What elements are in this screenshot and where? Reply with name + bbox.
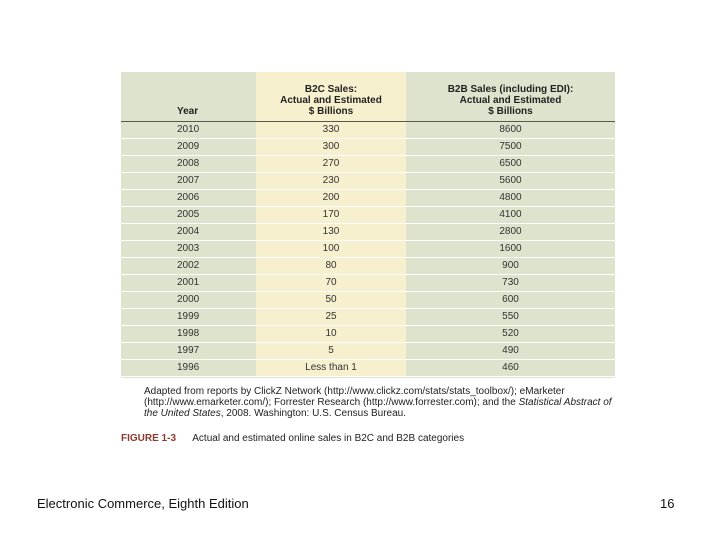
cell-b2c: 70 bbox=[256, 275, 406, 292]
cell-b2c: 270 bbox=[256, 156, 406, 173]
cell-year: 2008 bbox=[121, 156, 256, 173]
cell-b2b: 5600 bbox=[406, 173, 615, 190]
cell-b2c: 80 bbox=[256, 258, 406, 275]
table-row bbox=[121, 258, 615, 275]
cell-b2c: 50 bbox=[256, 292, 406, 309]
cell-b2b: 4100 bbox=[406, 207, 615, 224]
table-body bbox=[121, 122, 615, 377]
cell-year: 1997 bbox=[121, 343, 256, 360]
cell-b2b: 6500 bbox=[406, 156, 615, 173]
cell-b2b: 490 bbox=[406, 343, 615, 360]
footer-book-title: Electronic Commerce, Eighth Edition bbox=[37, 496, 249, 511]
table-row bbox=[121, 173, 615, 190]
figure-caption bbox=[121, 433, 464, 444]
table-row bbox=[121, 224, 615, 241]
cell-b2b: 520 bbox=[406, 326, 615, 343]
cell-b2b: 460 bbox=[406, 360, 615, 377]
cell-b2b: 550 bbox=[406, 309, 615, 326]
header-year: Year bbox=[121, 72, 256, 122]
cell-b2c: 130 bbox=[256, 224, 406, 241]
cell-b2b: 900 bbox=[406, 258, 615, 275]
cell-b2c: 5 bbox=[256, 343, 406, 360]
source-note: Adapted from reports by ClickZ Network (http://www.clickz.com/stats/stats_toolbox/); eMarketer (http://www.emarketer.com/); Forrester Research (http://www.forrester.com); and the Statistical Abstract of the United States, 2008. Washington: U.S. Census Bureau. bbox=[144, 386, 612, 419]
cell-year: 2002 bbox=[121, 258, 256, 275]
cell-b2b: 8600 bbox=[406, 122, 615, 139]
cell-b2c: 10 bbox=[256, 326, 406, 343]
cell-year: 2004 bbox=[121, 224, 256, 241]
cell-b2b: 730 bbox=[406, 275, 615, 292]
cell-year: 1998 bbox=[121, 326, 256, 343]
figure-label: FIGURE 1-3 bbox=[121, 433, 177, 444]
table-row bbox=[121, 122, 615, 139]
header-b2c: B2C Sales: Actual and Estimated $ Billions bbox=[256, 72, 406, 122]
cell-b2c: 170 bbox=[256, 207, 406, 224]
cell-b2c: Less than 1 bbox=[256, 360, 406, 377]
cell-b2c: 25 bbox=[256, 309, 406, 326]
cell-b2c: 230 bbox=[256, 173, 406, 190]
figure-caption-text: Actual and estimated online sales in B2C and B2B categories bbox=[192, 433, 465, 444]
header-b2b: B2B Sales (including EDI): Actual and Estimated $ Billions bbox=[406, 72, 615, 122]
table-row bbox=[121, 241, 615, 258]
cell-b2c: 300 bbox=[256, 139, 406, 156]
cell-b2c: 200 bbox=[256, 190, 406, 207]
table-row bbox=[121, 156, 615, 173]
cell-year: 1999 bbox=[121, 309, 256, 326]
cell-year: 2001 bbox=[121, 275, 256, 292]
table-row bbox=[121, 326, 615, 343]
cell-b2c: 100 bbox=[256, 241, 406, 258]
cell-year: 1996 bbox=[121, 360, 256, 377]
table-row bbox=[121, 207, 615, 224]
footer-page-number: 16 bbox=[660, 496, 675, 511]
cell-year: 2006 bbox=[121, 190, 256, 207]
cell-b2b: 2800 bbox=[406, 224, 615, 241]
table-row bbox=[121, 309, 615, 326]
table-row bbox=[121, 190, 615, 207]
table-header-row bbox=[121, 72, 615, 122]
cell-year: 2003 bbox=[121, 241, 256, 258]
cell-b2b: 1600 bbox=[406, 241, 615, 258]
table-row bbox=[121, 292, 615, 309]
table-row bbox=[121, 343, 615, 360]
table-row bbox=[121, 275, 615, 292]
cell-year: 2009 bbox=[121, 139, 256, 156]
table-row bbox=[121, 139, 615, 156]
sales-table bbox=[121, 72, 615, 377]
cell-b2b: 4800 bbox=[406, 190, 615, 207]
cell-year: 2000 bbox=[121, 292, 256, 309]
cell-year: 2005 bbox=[121, 207, 256, 224]
cell-b2c: 330 bbox=[256, 122, 406, 139]
table-row bbox=[121, 360, 615, 377]
cell-b2b: 600 bbox=[406, 292, 615, 309]
cell-year: 2007 bbox=[121, 173, 256, 190]
cell-b2b: 7500 bbox=[406, 139, 615, 156]
source-italic-title: Statistical Abstract of the United States bbox=[144, 397, 612, 419]
figure-panel bbox=[121, 72, 615, 378]
cell-year: 2010 bbox=[121, 122, 256, 139]
